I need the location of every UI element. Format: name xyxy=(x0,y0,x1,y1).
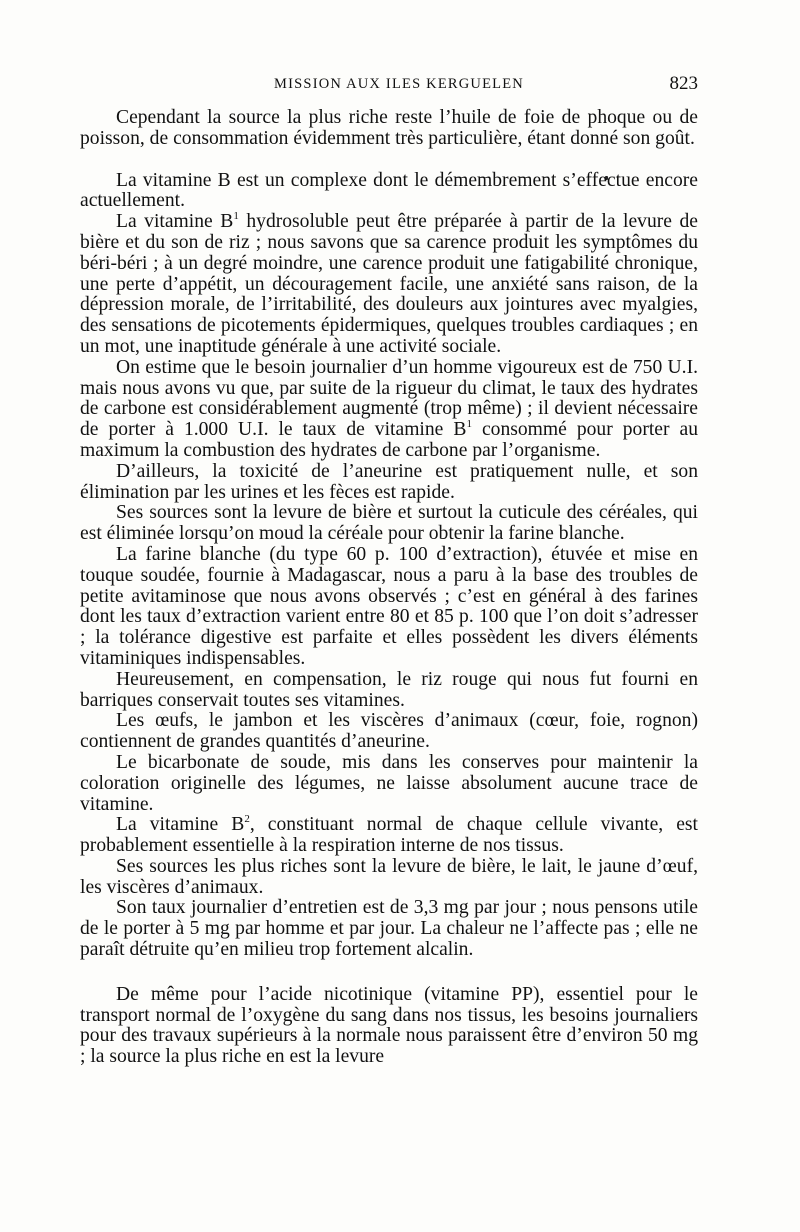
paragraph-b2-daily-rate: Son taux journalier d’entretien est de 3,3 mg par jour ; nous pensons utile de le porter à 5 mg par homme et par jour. La chaleur ne l’affecte pas ; elle ne paraît détruite qu’en milieu trop fortement alcalin. xyxy=(80,897,698,961)
running-head xyxy=(100,73,698,98)
page-number: 823 xyxy=(669,73,698,94)
paragraph-vitamin-b1-text: hydrosoluble peut être préparée à partir de la levure de bière et du son de riz ; nous savons que sa carence produit les symptômes du béri-béri ; à un degré moindre, une carence produit une fatigabilité chronique, une perte d’appétit, un découragement facile, une anxiété sans raison, de la dépression morale, de l’irritabilité, des douleurs aux jointures avec myalgies, des sensations de picotements épidermiques, quelques troubles cardiaques ; en un mot, une inaptitude générale à une activité sociale. xyxy=(80,211,698,357)
superscript-1b: 1 xyxy=(466,418,472,431)
paragraph-vitamin-b1-intro xyxy=(80,212,698,358)
paragraph-b1-sources: Ses sources sont la levure de bière et surtout la cuticule des céréales, qui est éliminée lorsqu’on moud la céréale pour obtenir la farine blanche. xyxy=(80,502,698,545)
paragraph-cod-liver-oil: Cependant la source la plus riche reste l’huile de foie de phoque ou de poisson, de consommation évidemment très particulière, étant donné son goût. xyxy=(80,107,698,149)
paragraph-b2-sources: Ses sources les plus riches sont la levure de bière, le lait, le jaune d’œuf, les viscères d’animaux. xyxy=(80,855,698,898)
paragraph-vitamin-b-complex: La vitamine B est un complexe dont le démembrement s’effectue encore actuellement. xyxy=(80,169,698,212)
paragraph-bicarbonate: Le bicarbonate de soude, mis dans les conserves pour maintenir la coloration originelle des légumes, ne laisse absolument aucune trace de vitamine. xyxy=(80,751,698,815)
paragraph-nicotinic-acid: De même pour l’acide nicotinique (vitamine PP), essentiel pour le transport normal de l’oxygène du sang dans nos tissus, les besoins journaliers pour des travaux supérieurs à la normale nous paraissent être d’environ 50 mg ; la source la plus riche en est la levure xyxy=(80,983,698,1068)
paragraph-aneurine-toxicity: D’ailleurs, la toxicité de l’aneurine est pratiquement nulle, et son élimination par les urines et les fèces est rapide. xyxy=(80,460,698,503)
superscript-2: 2 xyxy=(244,813,250,826)
paragraph-red-rice: Heureusement, en compensation, le riz rouge qui nous fut fourni en barriques conservait toutes ses vitamines. xyxy=(80,668,698,711)
daily-requirement-text-end: consommé pour porter au maximum la combustion des hydrates de carbone par l’organisme. xyxy=(80,419,699,461)
paragraph-vitamin-b2-text: , constituant normal de chaque cellule vivante, est probablement essentielle à la respiration interne de nos tissus. xyxy=(80,814,698,857)
superscript-1: 1 xyxy=(233,210,239,223)
vitamin-b-letter: B xyxy=(453,419,467,441)
paragraph-eggs-ham: Les œufs, le jambon et les viscères d’animaux (cœur, foie, rognon) contiennent de grandes quantités d’aneurine. xyxy=(80,710,698,753)
paragraph-vitamin-b2 xyxy=(80,815,698,857)
vitamin-b2-label: La vitamine B xyxy=(116,814,245,836)
running-title: MISSION AUX ILES KERGUELEN xyxy=(274,76,524,92)
daily-requirement-text: On estime que le besoin journalier d’un homme vigoureux est de 750 U.I. mais nous avons vu que, par suite de la rigueur du climat, le taux des hydrates de carbone est considérablement augmenté (trop même) ; il devient nécessaire de porter à 1.000 U.I. le taux de vitamine xyxy=(80,356,698,441)
vitamin-b1-label: La vitamine B xyxy=(116,211,234,233)
paragraph-white-flour: La farine blanche (du type 60 p. 100 d’extraction), étuvée et mise en touque soudée, fournie à Madagascar, nous a paru à la base des troubles de petite avitaminose que nous avons observés ; c’est en général à des farines dont les taux d’extraction varient entre 80 et 85 p. 100 que l’on doit s’adresser ; la tolérance digestive est parfaite et elles possèdent les divers éléments vitaminiques indispensables. xyxy=(80,543,698,669)
paragraph-daily-requirement xyxy=(80,358,698,462)
body-text xyxy=(80,108,698,1068)
